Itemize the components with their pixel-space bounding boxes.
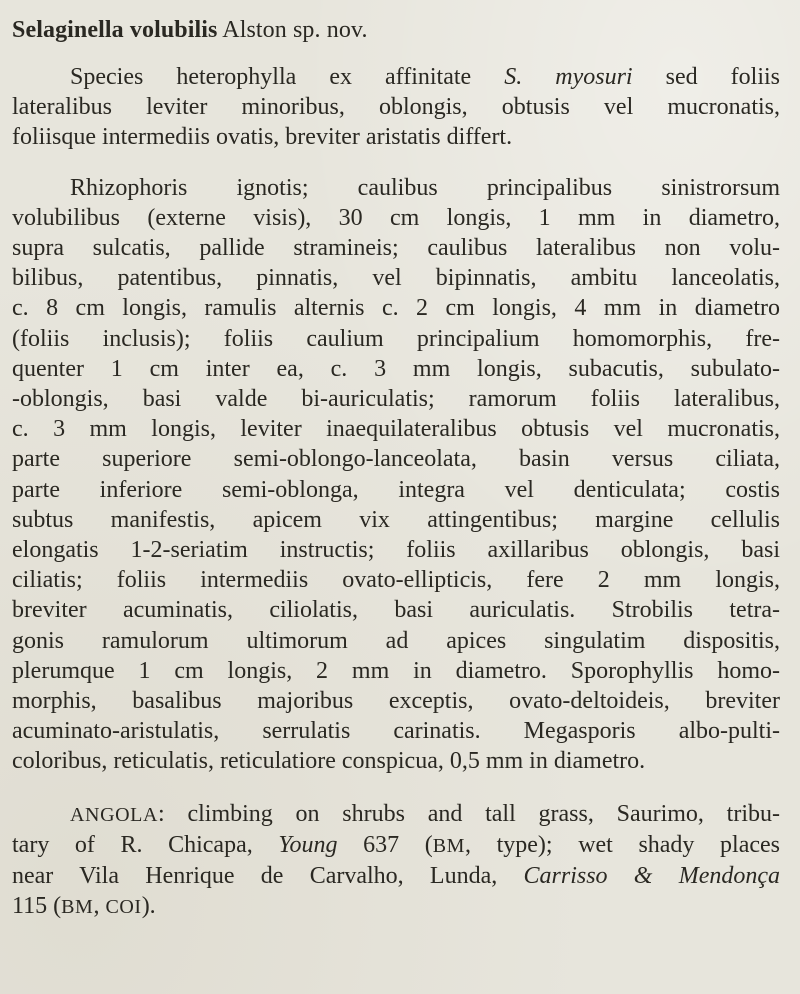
description-line — [12, 595, 780, 625]
text-run: lateralibus leviter minoribus, oblongis, obtusis vel mucronatis, — [12, 94, 780, 121]
description-line — [12, 746, 780, 776]
small-caps-text: BM — [61, 896, 94, 919]
text-run: coloribus, reticulatis, reticulatiore conspicua, 0,5 mm in diametro. — [12, 748, 646, 775]
text-run: (foliis inclusis); foliis caulium principalium homomorphis, fre- — [12, 325, 780, 352]
diagnosis-line — [12, 92, 780, 122]
description-line — [12, 263, 780, 293]
description-line — [12, 535, 780, 565]
diagnosis-line — [12, 62, 780, 92]
text-run: breviter acuminatis, ciliolatis, basi auriculatis. Strobilis tetra- — [12, 597, 780, 624]
locality-line — [12, 861, 780, 891]
text-run: foliisque intermediis ovatis, breviter aristatis differt. — [12, 124, 513, 151]
description-line — [12, 716, 780, 746]
text-run: Species heterophylla ex affinitate — [70, 64, 505, 90]
locality-line — [12, 891, 780, 922]
species-name: Selaginella volubilis — [12, 17, 218, 43]
small-caps-text: BM — [432, 834, 466, 857]
text-run: near Vila Henrique de Carvalho, Lunda, — [12, 863, 524, 890]
text-run: bilibus, patentibus, pinnatis, vel bipinnatis, ambitu lanceolatis, — [12, 265, 780, 292]
text-run: supra sulcatis, pallide stramineis; caulibus lateralibus non volu- — [12, 235, 780, 262]
species-author: Alston sp. nov. — [222, 17, 368, 43]
text-run: plerumque 1 cm longis, 2 mm in diametro. Sporophyllis homo- — [12, 657, 780, 684]
text-run: ). — [141, 893, 156, 920]
description-line — [12, 565, 780, 595]
italic-text: S. myosuri — [504, 64, 633, 90]
text-run: 115 ( — [12, 893, 62, 920]
locality-line — [12, 799, 780, 830]
text-run: morphis, basalibus majoribus exceptis, ovato-deltoideis, breviter — [12, 688, 780, 715]
description-line — [12, 384, 780, 414]
italic-text: Carrisso & Mendonça — [523, 863, 781, 890]
text-run: volubilibus (externe visis), 30 cm longis, 1 mm in diametro, — [12, 204, 780, 231]
latin-description — [12, 173, 780, 777]
text-run: parte inferiore semi-oblonga, integra vel denticulata; costis — [12, 476, 780, 503]
text-run: sed foliis — [632, 64, 780, 90]
text-run: -oblongis, basi valde bi-auriculatis; ramorum foliis lateralibus, — [12, 386, 780, 413]
text-run: subtus manifestis, apicem vix attingentibus; margine cellulis — [12, 506, 780, 533]
specimen-localities — [12, 799, 780, 923]
text-run: quenter 1 cm inter ea, c. 3 mm longis, subacutis, subulato- — [12, 355, 780, 382]
small-caps-text: ANGOLA — [70, 803, 159, 826]
description-line — [12, 203, 780, 233]
locality-line — [12, 830, 780, 861]
species-heading — [12, 10, 780, 50]
description-line — [12, 354, 780, 384]
text-run: , type); wet shady places — [465, 831, 780, 858]
description-line — [12, 173, 780, 203]
text-run: tary of R. Chicapa, — [12, 831, 279, 858]
text-run: 637 ( — [337, 831, 433, 858]
description-line — [12, 414, 780, 444]
small-caps-text: COI — [105, 896, 142, 919]
latin-diagnosis — [12, 62, 780, 153]
description-line — [12, 505, 780, 535]
description-line — [12, 686, 780, 716]
text-run: ciliatis; foliis intermediis ovato-ellipticis, fere 2 mm longis, — [12, 567, 780, 594]
italic-text: Young — [278, 831, 338, 858]
description-line — [12, 656, 780, 686]
description-line — [12, 475, 780, 505]
text-run: gonis ramulorum ultimorum ad apices singulatim dispositis, — [12, 627, 780, 654]
description-line — [12, 293, 780, 323]
description-line — [12, 324, 780, 354]
text-run: : climbing on shrubs and tall grass, Saurimo, tribu- — [158, 800, 780, 827]
diagnosis-line — [12, 122, 780, 152]
text-run: elongatis 1-2-seriatim instructis; foliis axillaribus oblongis, basi — [12, 537, 780, 564]
text-run: acuminato-aristulatis, serrulatis carinatis. Megasporis albo-pulti- — [12, 718, 780, 745]
text-run: Rhizophoris ignotis; caulibus principalibus sinistrorsum — [70, 174, 780, 201]
text-run: c. 3 mm longis, leviter inaequilateralibus obtusis vel mucronatis, — [12, 416, 780, 443]
description-line — [12, 233, 780, 263]
text-run: , — [93, 893, 106, 920]
description-line — [12, 444, 780, 474]
text-run: c. 8 cm longis, ramulis alternis c. 2 cm longis, 4 mm in diametro — [12, 295, 780, 322]
description-line — [12, 626, 780, 656]
text-run: parte superiore semi-oblongo-lanceolata, basin versus ciliata, — [12, 446, 780, 473]
